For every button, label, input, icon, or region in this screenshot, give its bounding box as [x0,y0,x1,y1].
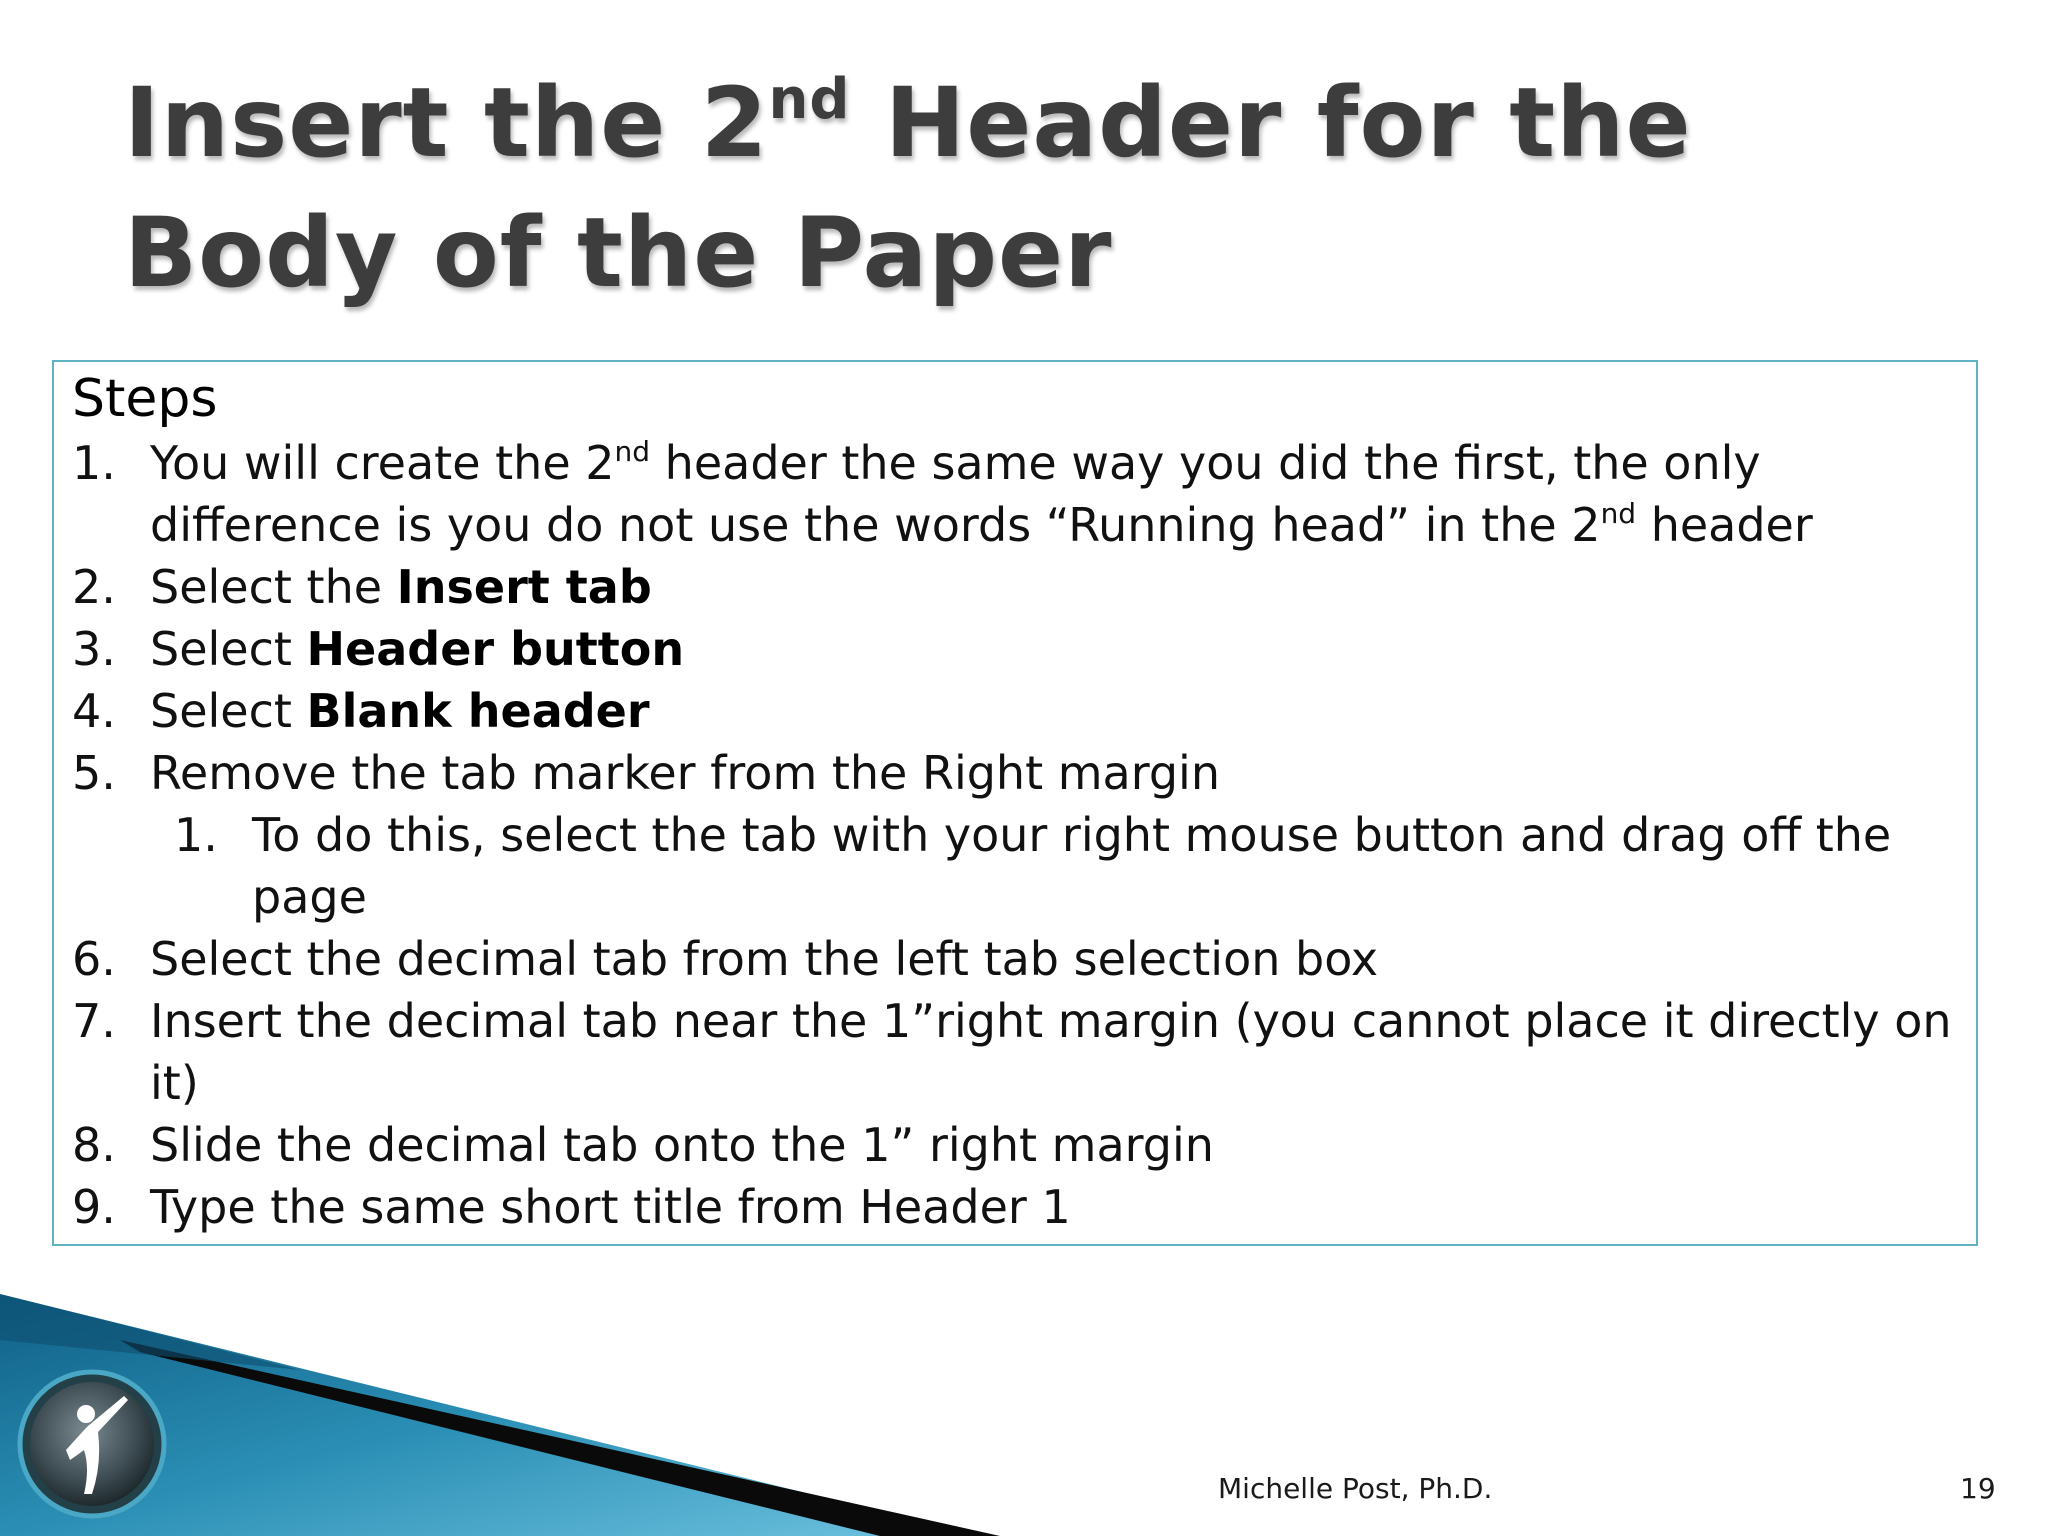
step-number: 6. [72,932,116,986]
step-7 [72,990,1958,1114]
step-text: Select [150,622,307,676]
corner-decoration [0,1280,1000,1536]
step-text: header the same way you did the first, the only difference is you do not use the words “Running head” in the 2 [150,436,1761,552]
steps-list [72,432,1958,1238]
step-text: header [1636,498,1813,552]
step-number: 3. [72,622,116,676]
step-number: 5. [72,746,116,800]
title-part1: Insert the 2 [124,67,769,179]
step-2 [72,556,1958,618]
step-number: 7. [72,994,116,1048]
step-text: Insert the decimal tab near the 1”right margin (you cannot place it directly on it) [150,994,1952,1110]
step-number: 4. [72,684,116,738]
footer-author: Michelle Post, Ph.D. [1218,1472,1493,1505]
title-superscript: nd [768,67,851,132]
step-text: Remove the tab marker from the Right margin [150,746,1220,800]
step-text: Select [150,684,307,738]
steps-box [52,360,1978,1246]
step-text: Select the [150,560,397,614]
step-5-substep-1 [174,804,1958,928]
slide-title [124,58,1944,318]
step-text: To do this, select the tab with your right mouse button and drag off the page [252,808,1892,924]
step-1 [72,432,1958,556]
page-number: 19 [1960,1472,1996,1505]
step-text: Type the same short title from Header 1 [150,1180,1071,1234]
step-superscript: nd [1600,497,1637,530]
step-5 [72,742,1958,804]
step-number: 1. [72,436,116,490]
step-bold-text: Blank header [306,684,650,738]
step-4 [72,680,1958,742]
step-text: You will create the 2 [150,436,615,490]
step-superscript: nd [614,435,651,468]
step-6 [72,928,1958,990]
step-number: 8. [72,1118,116,1172]
person-figure-logo-icon [20,1372,164,1516]
step-3 [72,618,1958,680]
step-bold-text: Insert tab [396,560,652,614]
steps-heading: Steps [72,369,218,429]
step-text: Slide the decimal tab onto the 1” right margin [150,1118,1214,1172]
step-9 [72,1176,1958,1238]
step-number: 9. [72,1180,116,1234]
step-8 [72,1114,1958,1176]
title-part2: Header for the Body of the Paper [124,67,1692,309]
step-bold-text: Header button [306,622,685,676]
step-text: Select the decimal tab from the left tab selection box [150,932,1379,986]
step-number: 2. [72,560,116,614]
step-number: 1. [174,808,218,862]
